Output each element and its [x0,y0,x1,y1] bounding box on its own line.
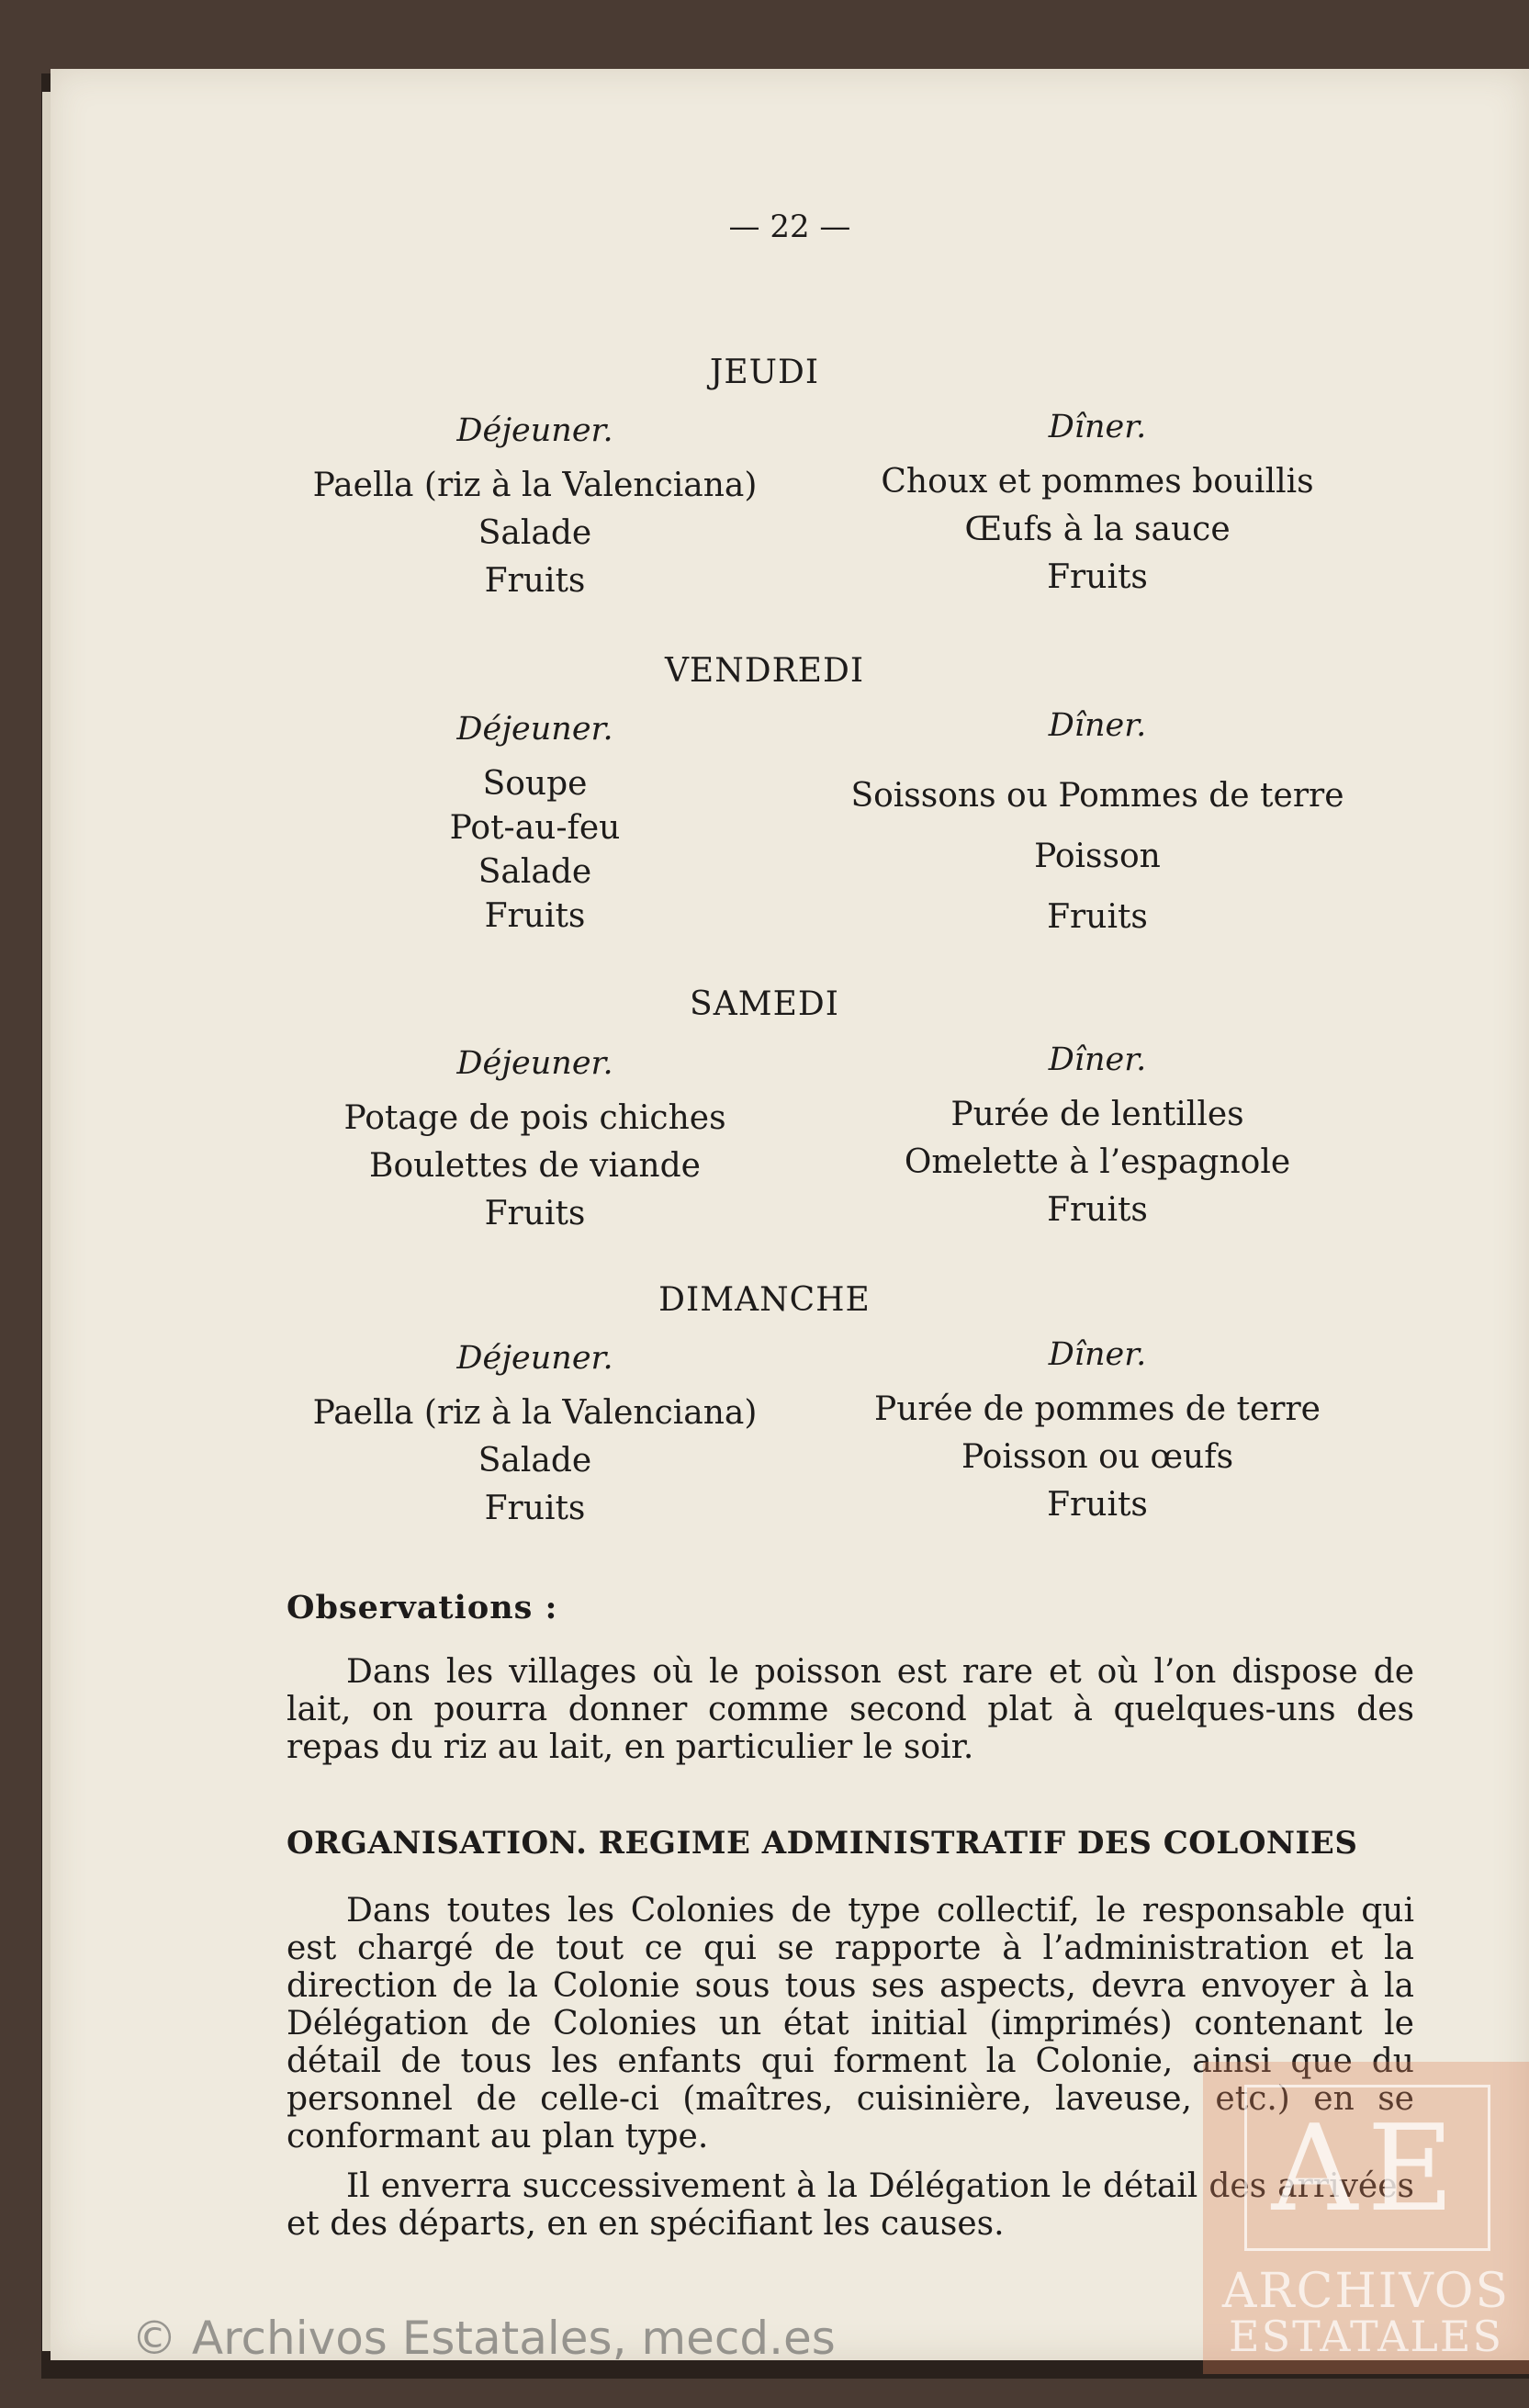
menu-item: Paella (riz à la Valenciana) [312,1394,758,1432]
menu-item: Fruits [484,897,586,935]
dinner-menu-samedi [822,1036,1373,1234]
menu-item: Salade [478,1442,592,1480]
dinner-menu-jeudi [822,403,1373,602]
menu-item: Poisson ou œufs [961,1438,1234,1476]
menu-item: Fruits [1047,1486,1148,1524]
lunch-label: Déjeuner. [456,1045,613,1082]
menu-item: Paella (riz à la Valenciana) [312,467,758,504]
archivos-estatales-logo [1203,2062,1529,2374]
organisation-paragraph-2: Il enverra successivement à la Délégation le détail des arrivées et des départs, en en spécifiant les causes. [287,2167,1414,2243]
menu-item: Œufs à la sauce [964,511,1231,548]
dinner-menu-vendredi [822,702,1373,948]
menu-item: Fruits [484,1490,586,1527]
menu-item: Soupe [482,765,588,803]
menu-item: Poisson [1034,838,1161,875]
lunch-label: Déjeuner. [456,412,613,449]
menu-item: Omelette à l’espagnole [904,1143,1291,1181]
observations-text: Dans les villages où le poisson est rare et où l’on dispose de lait, on pourra donner comme second plat à quelques-uns des repas du riz au lait, en particulier le soir. [287,1653,1414,1766]
menu-item: Fruits [1047,558,1148,596]
menu-item: Salade [478,853,592,891]
dinner-label: Dîner. [1048,1336,1147,1373]
page-number: — 22 — [728,208,851,245]
lunch-menu-jeudi [285,407,785,605]
dinner-label: Dîner. [1048,1041,1147,1078]
menu-item: Fruits [1047,898,1148,936]
menu-item: Purée de lentilles [950,1096,1244,1133]
menu-item: Pot-au-feu [449,809,621,847]
menu-item: Soissons ou Pommes de terre [850,777,1344,815]
menu-item: Fruits [484,562,586,600]
logo-line-2: ESTATALES [1229,2312,1503,2361]
menu-item: Boulettes de viande [369,1147,701,1185]
logo-line-1: ARCHIVOS [1221,2264,1511,2319]
menu-item: Choux et pommes bouillis [881,463,1314,501]
day-title-jeudi: JEUDI [709,354,820,391]
dinner-label: Dîner. [1048,707,1147,744]
logo-monogram: AE [1244,2085,1490,2251]
observations-title: Observations : [287,1589,558,1626]
menu-item: Potage de pois chiches [343,1099,726,1137]
day-title-dimanche: DIMANCHE [658,1281,871,1319]
day-title-vendredi: VENDREDI [664,652,865,690]
section-title: ORGANISATION. REGIME ADMINISTRATIF DES COLONIES [287,1825,1358,1862]
lunch-menu-vendredi [285,705,785,939]
copyright-watermark: © Archivos Estatales, mecd.es [131,2312,836,2365]
menu-item: Fruits [1047,1191,1148,1229]
dinner-menu-dimanche [822,1331,1373,1529]
lunch-menu-dimanche [285,1334,785,1533]
lunch-label: Déjeuner. [456,711,613,748]
lunch-label: Déjeuner. [456,1340,613,1377]
day-title-samedi: SAMEDI [690,985,839,1023]
lunch-menu-samedi [285,1040,785,1238]
dinner-label: Dîner. [1048,409,1147,445]
document-page [51,69,1529,2360]
organisation-paragraph-1: Dans toutes les Colonies de type collectif, le responsable qui est chargé de tout ce qui se rapporte à l’administration et la direction de la Colonie sous tous ses aspects, devra envoyer à la Délégation de Colonies un état initial (imprimés) contenant le détail de tous les enfants qui forment la Colonie, ainsi que du personnel de celle-ci (maîtres, cuisinière, laveuse, etc.) en se conformant au plan type. [287,1892,1414,2155]
menu-item: Purée de pommes de terre [874,1390,1321,1428]
menu-item: Salade [478,514,592,552]
menu-item: Fruits [484,1195,586,1232]
